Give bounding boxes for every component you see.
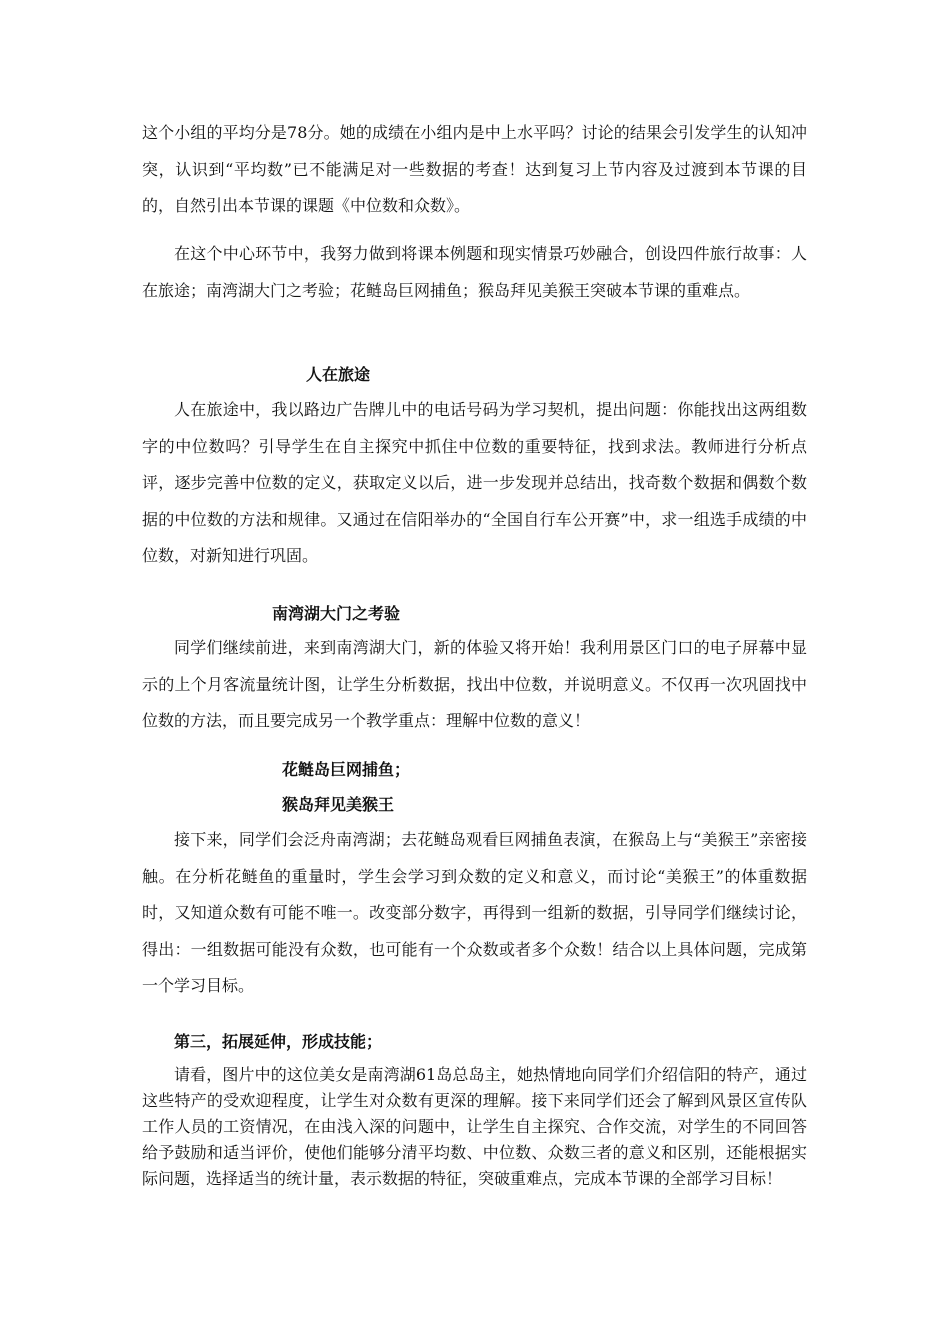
paragraph-mode-learning: 接下来，同学们会泛舟南湾湖；去花鲢岛观看巨网捕鱼表演，在猴岛上与“美猴王”亲密接触。在分析花鲢鱼的重量时，学生会学习到众数的定义和意义，而讨论“美猴王”的体重数据时，又知道众数有可能不唯一。改变部分数字，再得到一组新的数据，引导同学们继续讨论，得出：一组数据可能没有众数，也可能有一个众数或者多个众数！结合以上具体问题，完成第一个学习目标。: [142, 830, 807, 995]
paragraph-extension: 请看，图片中的这位美女是南湾湖61岛总岛主，她热情地向同学们介绍信阳的特产，通过这些特产的受欢迎程度，让学生对众数有更深的理解。接下来同学们还会了解到风景区宣传队工作人员的工资情况，在由浅入深的问题中，让学生自主探究、合作交流，对学生的不同回答给予鼓励和适当评价，使他们能够分清平均数、中位数、众数三者的意义和区别，还能根据实际问题，选择适当的统计量，表示数据的特征，突破重难点，完成本节课的全部学习目标！: [142, 1065, 807, 1188]
paragraph-journey: 人在旅途中，我以路边广告牌儿中的电话号码为学习契机，提出问题：你能找出这两组数字的中位数吗？引导学生在自主探究中抓住中位数的重要特征，找到求法。教师进行分析点评，逐步完善中位数的定义，获取定义以后，进一步发现并总结出，找奇数个数据和偶数个数据的中位数的方法和规律。又通过在信阳举办的“全国自行车公开赛”中，求一组选手成绩的中位数，对新知进行巩固。: [142, 400, 807, 565]
heading-journey: 人在旅途: [306, 365, 371, 384]
heading-huali-island: 花鲢岛巨网捕鱼；: [282, 760, 411, 779]
heading-nanwan-gate: 南湾湖大门之考验: [272, 604, 401, 623]
paragraph-nanwan-gate: 同学们继续前进，来到南湾湖大门，新的体验又将开始！我利用景区门口的电子屏幕中显示的上个月客流量统计图，让学生分析数据，找出中位数，并说明意义。不仅再一次巩固找中位数的方法，而且要完成另一个教学重点：理解中位数的意义！: [142, 638, 807, 730]
paragraph-intro-conclusion: 这个小组的平均分是78分。她的成绩在小组内是中上水平吗？讨论的结果会引发学生的认知冲突，认识到“平均数”已不能满足对一些数据的考查！达到复习上节内容及过渡到本节课的目的，自然引出本节课的课题《中位数和众数》。: [142, 123, 807, 215]
paragraph-central-section: 在这个中心环节中，我努力做到将课本例题和现实情景巧妙融合，创设四件旅行故事：人在旅途；南湾湖大门之考验；花鲢岛巨网捕鱼；猴岛拜见美猴王突破本节课的重难点。: [142, 244, 807, 300]
heading-monkey-island: 猴岛拜见美猴王: [282, 795, 395, 814]
heading-section-three: 第三，拓展延伸，形成技能；: [174, 1032, 383, 1051]
